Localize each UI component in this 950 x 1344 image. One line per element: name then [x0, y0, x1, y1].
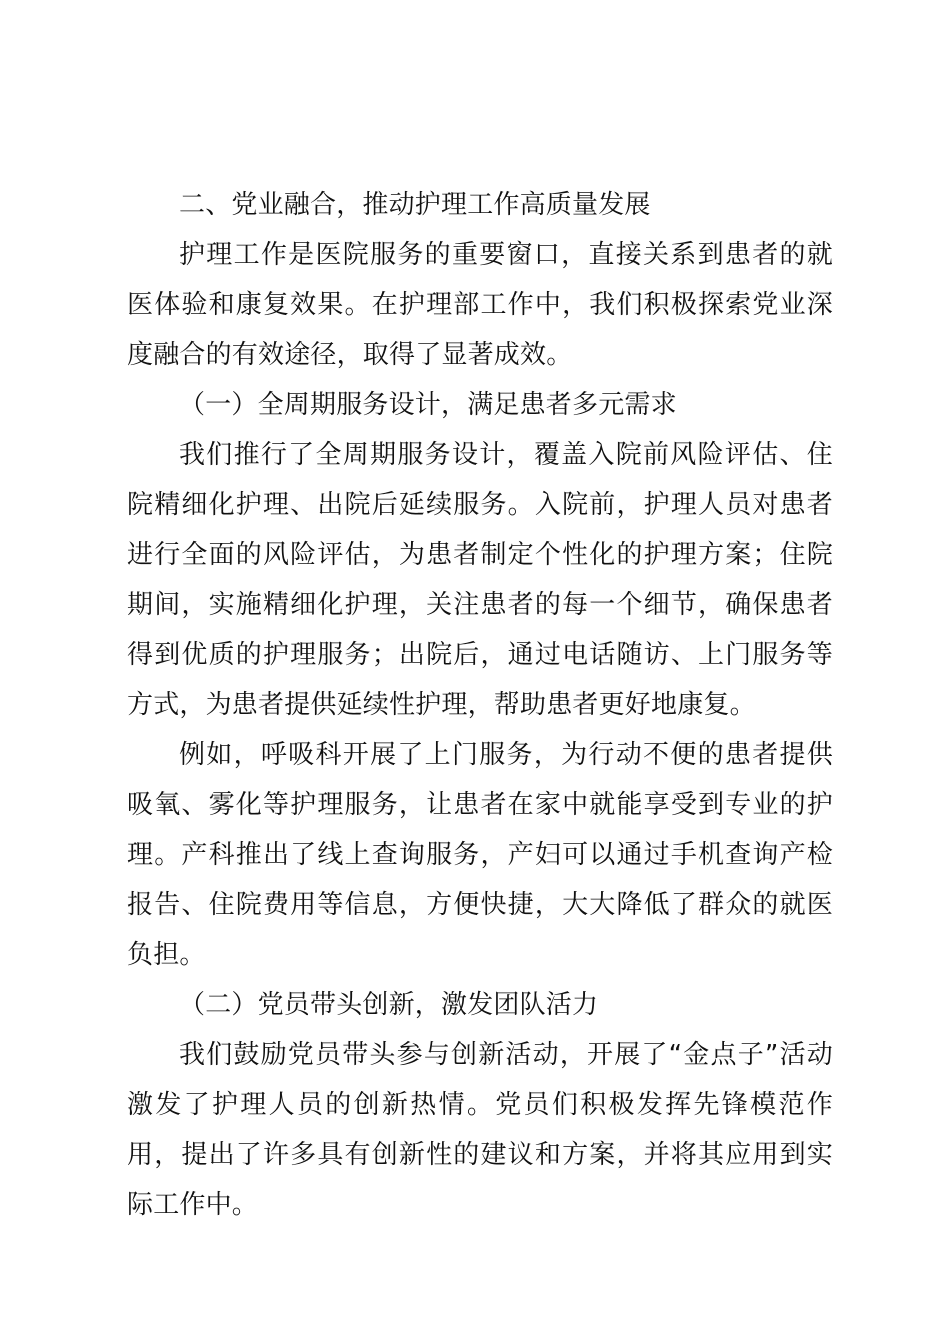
- paragraph-examples: 例如，呼吸科开展了上门服务，为行动不便的患者提供吸氧、雾化等护理服务，让患者在家中就能享受到专业的护理。产科推出了线上查询服务，产妇可以通过手机查询产检报告、住院费用等信息，方便快捷，大大降低了群众的就医负担。: [127, 740, 833, 970]
- subheading-full-cycle-service: （一）全周期服务设计，满足患者多元需求: [179, 390, 677, 420]
- paragraph-full-cycle-service: 我们推行了全周期服务设计，覆盖入院前风险评估、住院精细化护理、出院后延续服务。入院前，护理人员对患者进行全面的风险评估，为患者制定个性化的护理方案；住院期间，实施精细化护理，关注患者的每一个细节，确保患者得到优质的护理服务；出院后，通过电话随访、上门服务等方式，为患者提供延续性护理，帮助患者更好地康复。: [127, 440, 833, 720]
- document-body: [127, 180, 833, 1230]
- subheading-party-innovation: （二）党员带头创新，激发团队活力: [179, 990, 599, 1020]
- paragraph-intro: 护理工作是医院服务的重要窗口，直接关系到患者的就医体验和康复效果。在护理部工作中，我们积极探索党业深度融合的有效途径，取得了显著成效。: [127, 240, 833, 370]
- paragraph-party-innovation: 我们鼓励党员带头参与创新活动，开展了“金点子”活动激发了护理人员的创新热情。党员们积极发挥先锋模范作用，提出了许多具有创新性的建议和方案，并将其应用到实际工作中。: [127, 1040, 833, 1220]
- section-heading: 二、党业融合，推动护理工作高质量发展: [179, 190, 651, 220]
